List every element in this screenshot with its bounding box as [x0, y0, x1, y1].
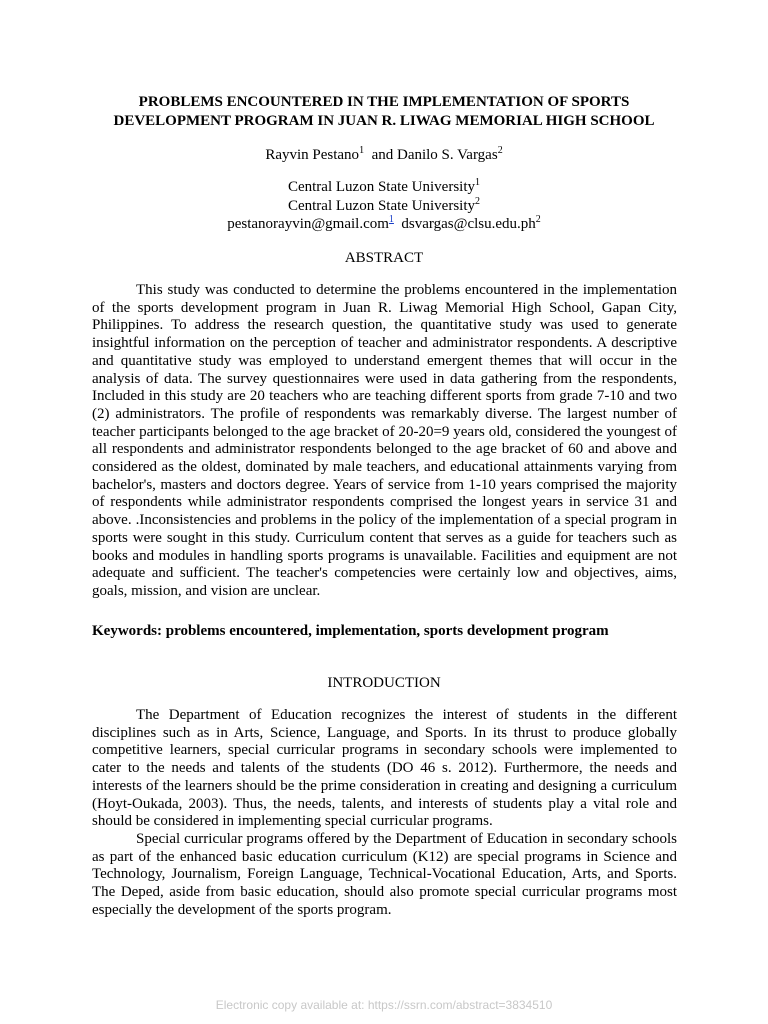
affiliation-2-sup: 2 — [475, 195, 481, 207]
affiliation-2-text: Central Luzon State University — [287, 197, 476, 214]
affiliations — [60, 178, 708, 234]
author-2: Danilo S. Vargas — [396, 147, 498, 163]
email-2-sup: 2 — [535, 214, 541, 225]
email-1[interactable]: pestanorayvin@gmail.com — [227, 216, 389, 232]
ssrn-footer[interactable]: Electronic copy available at: https://ssrn.com/abstract=3834510 — [215, 998, 553, 1012]
title-line-2: DEVELOPMENT PROGRAM IN JUAN R. LIWAG MEMORIAL HIGH SCHOOL — [113, 113, 655, 129]
keywords-line: Keywords: problems encountered, implementation, sports development program — [92, 623, 609, 639]
email-1-sup-link[interactable]: 1 — [388, 214, 394, 225]
affiliation-2 — [60, 197, 708, 216]
introduction-heading: INTRODUCTION — [327, 675, 441, 691]
paper-title — [60, 93, 708, 131]
affiliation-1 — [60, 178, 708, 197]
author-separator: and — [364, 147, 397, 163]
author-1: Rayvin Pestano — [265, 147, 360, 163]
introduction-paragraph-2: Special curricular programs offered by the Department of Education in secondary schools as part of the enhanced basic education curriculum (K12) are special programs in Science and Technology, Journalism, Foreign Language, Technical-Vocational Education, Arts, and Sports. The Deped, aside from basic education, should also promote special curricular programs most especially the development of the sports program. — [92, 831, 677, 918]
abstract-heading: ABSTRACT — [344, 250, 424, 266]
affiliation-1-sup: 1 — [475, 177, 481, 188]
email-line — [60, 215, 708, 234]
email-2[interactable]: dsvargas@clsu.edu.ph — [401, 216, 536, 232]
author-2-sup: 2 — [497, 145, 503, 156]
author-list — [60, 146, 708, 164]
introduction-paragraph-1: The Department of Education recognizes the interest of students in the different disciplines such as in Arts, Science, Language, and Sports. In its thrust to produce globally competitive learners, special curricular programs in secondary schools were implemented to cater to the needs and talents of the students (DO 46 s. 2012). Furthermore, the needs and interests of the learners should be the prime consideration in creating and designing a curriculum (Hoyt-Oukada, 2003). Thus, the needs, talents, and interests of students play a vital role and should be considered in implementing special curricular programs. — [92, 707, 677, 830]
author-1-sup: 1 — [359, 145, 365, 156]
title-line-1: PROBLEMS ENCOUNTERED IN THE IMPLEMENTATION OF SPORTS — [138, 94, 630, 110]
affiliation-1-text: Central Luzon State University — [287, 179, 476, 195]
abstract-body: This study was conducted to determine the problems encountered in the implementation of the sports development program in Juan R. Liwag Memorial High School, Gapan City, Philippines. To address the research question, the quantitative study was used to generate insightful information on the perception of teacher and administrator respondents. A descriptive and quantitative study was employed to understand emergent themes that will occur in the analysis of data. The survey questionnaires were used in data gathering from the respondents, Included in this study are 20 teachers who are teaching different sports from grade 7-10 and two (2) administrators. The profile of respondents was remarkably diverse. The largest number of teacher participants belonged to the age bracket of 20-20=9 years old, considered the youngest of all respondents and administrator respondents belonged to the age bracket of 60 and above and considered as the oldest, dominated by male teachers, and educational attainments varying from bachelor's, masters and doctors degree. Years of service from 1-10 years comprised the majority of respondents while administrator respondents comprised the longest years in service 31 and above. .Inconsistencies and problems in the policy of the implementation of a special program in sports were sought in this study. Curriculum content that serves as a guide for teachers such as books and modules in handling sports programs is unavailable. Facilities and equipment are not adequate and sufficient. The teacher's competencies were certainly low and objectives, aims, goals, mission, and vision are unclear. — [92, 282, 677, 599]
